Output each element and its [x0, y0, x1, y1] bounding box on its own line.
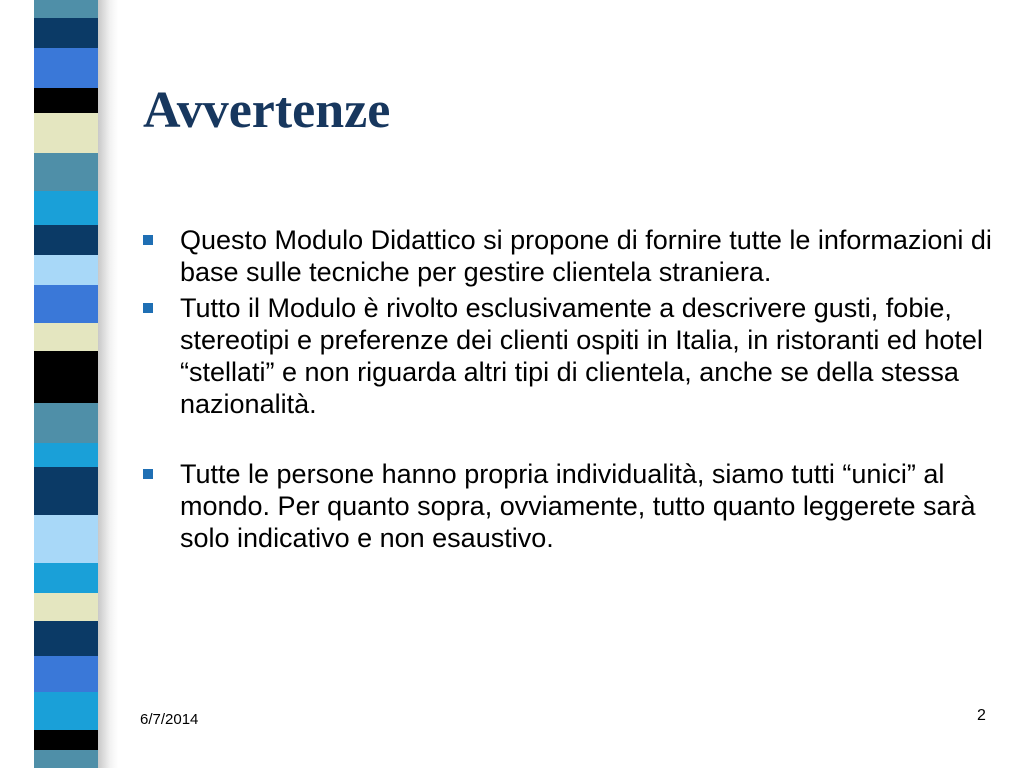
square-bullet-icon — [143, 235, 153, 245]
bullet-text: Questo Modulo Didattico si propone di fornire tutte le informazioni di base sulle tecniche per gestire clientela straniera. — [180, 225, 992, 287]
stripe-block — [34, 692, 98, 730]
stripe-block — [34, 285, 98, 323]
stripe-block — [34, 153, 98, 191]
stripe-block — [34, 225, 98, 255]
stripe-block — [34, 88, 98, 113]
stripe-block — [34, 323, 98, 351]
stripe-block — [34, 18, 98, 48]
bullet-list — [143, 224, 1003, 554]
bullet-item-3 — [143, 458, 1003, 554]
square-bullet-icon — [143, 303, 153, 313]
stripe-block — [34, 191, 98, 225]
decorative-stripe-border — [0, 0, 118, 768]
stripe-shadow — [98, 0, 118, 768]
stripe-block — [34, 403, 98, 443]
stripe-block — [34, 730, 98, 750]
stripe-block — [34, 113, 98, 153]
bullet-text: Tutte le persone hanno propria individualità, siamo tutti “unici” al mondo. Per quanto sopra, ovviamente, tutto quanto leggerete sarà solo indicativo e non esaustivo. — [180, 459, 976, 553]
square-bullet-icon — [143, 469, 153, 479]
stripe-block — [34, 48, 98, 88]
stripe-block — [34, 467, 98, 515]
stripe-block — [34, 515, 98, 563]
bullet-text: Tutto il Modulo è rivolto esclusivamente a descrivere gusti, fobie, stereotipi e preferenze dei clienti ospiti in Italia, in ristoranti ed hotel “stellati” e non riguarda altri tipi di clientela, anche se della stessa nazionalità. — [180, 293, 983, 419]
stripe-block — [34, 593, 98, 621]
bullet-item-2 — [143, 292, 1003, 420]
footer-date: 6/7/2014 — [140, 711, 199, 728]
stripe-block — [34, 563, 98, 593]
stripe-block — [34, 255, 98, 285]
stripe-block — [34, 443, 98, 467]
stripe-block — [34, 0, 98, 18]
stripe-block — [34, 750, 98, 768]
stripe-block — [34, 656, 98, 692]
stripe-bar — [34, 0, 98, 768]
slide-title: Avvertenze — [143, 82, 391, 139]
stripe-block — [34, 351, 98, 403]
stripe-block — [34, 621, 98, 656]
bullet-item-1 — [143, 224, 1003, 288]
page-number: 2 — [977, 707, 986, 724]
